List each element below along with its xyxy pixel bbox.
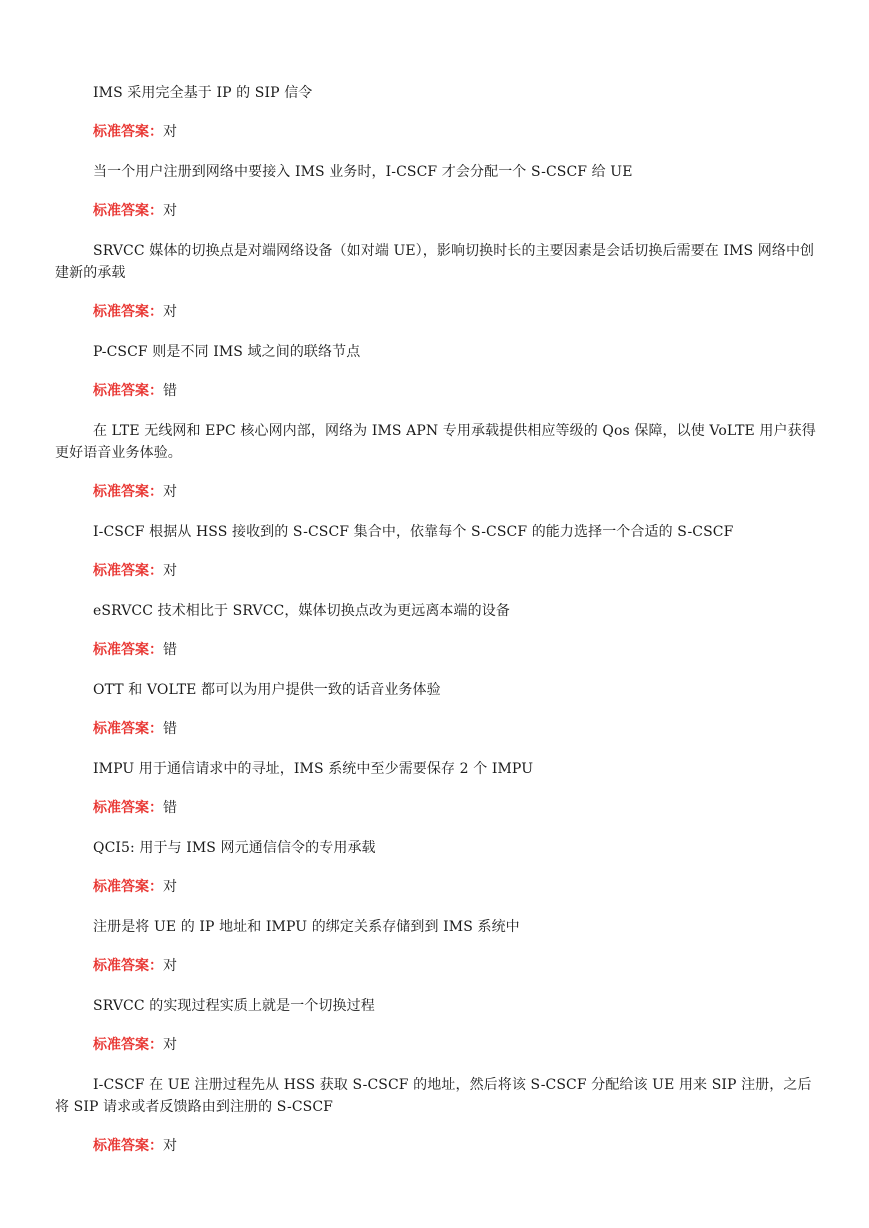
question-text: QCI5: 用于与 IMS 网元通信信令的专用承载	[93, 840, 376, 856]
answer-label: 标准答案：	[93, 642, 163, 658]
question-text: P-CSCF 则是不同 IMS 域之间的联络节点	[93, 344, 361, 360]
question-text: OTT 和 VOLTE 都可以为用户提供一致的话音业务体验	[93, 682, 441, 698]
question-text: SRVCC 媒体的切换点是对端网络设备（如对端 UE），影响切换时长的主要因素是会话切换后需要在 IMS 网络中创建新的承载	[55, 243, 815, 281]
answer-line	[93, 719, 821, 739]
answer-line	[93, 482, 821, 502]
answer-value: 错	[163, 383, 177, 399]
question-text: 注册是将 UE 的 IP 地址和 IMPU 的绑定关系存储到到 IMS 系统中	[93, 919, 520, 935]
answer-label: 标准答案：	[93, 484, 163, 500]
answer-line	[93, 1035, 821, 1055]
question-item	[55, 240, 821, 322]
answer-label: 标准答案：	[93, 879, 163, 895]
answer-label: 标准答案：	[93, 958, 163, 974]
answer-value: 错	[163, 800, 177, 816]
answer-value: 对	[163, 1138, 177, 1154]
answer-label: 标准答案：	[93, 124, 163, 140]
answer-line	[93, 302, 821, 322]
answer-line	[93, 640, 821, 660]
question-list	[55, 82, 821, 1156]
answer-value: 对	[163, 958, 177, 974]
question-item	[55, 679, 821, 739]
question-text: 在 LTE 无线网和 EPC 核心网内部，网络为 IMS APN 专用承载提供相应等级的 Qos 保障，以使 VoLTE 用户获得更好语音业务体验。	[55, 423, 816, 461]
answer-label: 标准答案：	[93, 800, 163, 816]
answer-label: 标准答案：	[93, 203, 163, 219]
answer-line	[93, 877, 821, 897]
question-text: eSRVCC 技术相比于 SRVCC，媒体切换点改为更远离本端的设备	[93, 603, 510, 619]
answer-value: 对	[163, 563, 177, 579]
question-item	[55, 161, 821, 221]
answer-value: 对	[163, 203, 177, 219]
answer-value: 错	[163, 642, 177, 658]
answer-value: 对	[163, 1037, 177, 1053]
question-item	[55, 995, 821, 1055]
question-item	[55, 916, 821, 976]
question-item	[55, 600, 821, 660]
answer-line	[93, 381, 821, 401]
question-item	[55, 758, 821, 818]
answer-label: 标准答案：	[93, 563, 163, 579]
answer-label: 标准答案：	[93, 1138, 163, 1154]
answer-line	[93, 122, 821, 142]
answer-line	[93, 798, 821, 818]
answer-value: 对	[163, 124, 177, 140]
answer-line	[93, 1136, 821, 1156]
question-item	[55, 1074, 821, 1156]
question-text: IMPU 用于通信请求中的寻址，IMS 系统中至少需要保存 2 个 IMPU	[93, 761, 534, 777]
answer-label: 标准答案：	[93, 383, 163, 399]
question-text: IMS 采用完全基于 IP 的 SIP 信令	[93, 85, 313, 101]
answer-value: 对	[163, 304, 177, 320]
answer-line	[93, 956, 821, 976]
question-item	[55, 521, 821, 581]
answer-value: 对	[163, 879, 177, 895]
question-item	[55, 420, 821, 502]
question-item	[55, 341, 821, 401]
question-text: 当一个用户注册到网络中要接入 IMS 业务时，I-CSCF 才会分配一个 S-CSCF 给 UE	[93, 164, 633, 180]
answer-line	[93, 561, 821, 581]
answer-label: 标准答案：	[93, 1037, 163, 1053]
answer-value: 对	[163, 484, 177, 500]
question-text: I-CSCF 根据从 HSS 接收到的 S-CSCF 集合中，依靠每个 S-CSCF 的能力选择一个合适的 S-CSCF	[93, 524, 734, 540]
answer-line	[93, 201, 821, 221]
question-item	[55, 837, 821, 897]
answer-value: 错	[163, 721, 177, 737]
question-item	[55, 82, 821, 142]
answer-label: 标准答案：	[93, 304, 163, 320]
answer-label: 标准答案：	[93, 721, 163, 737]
question-text: SRVCC 的实现过程实质上就是一个切换过程	[93, 998, 375, 1014]
question-text: I-CSCF 在 UE 注册过程先从 HSS 获取 S-CSCF 的地址，然后将该 S-CSCF 分配给该 UE 用来 SIP 注册，之后将 SIP 请求或者反馈路由到注册的 S-CSCF	[55, 1077, 812, 1115]
